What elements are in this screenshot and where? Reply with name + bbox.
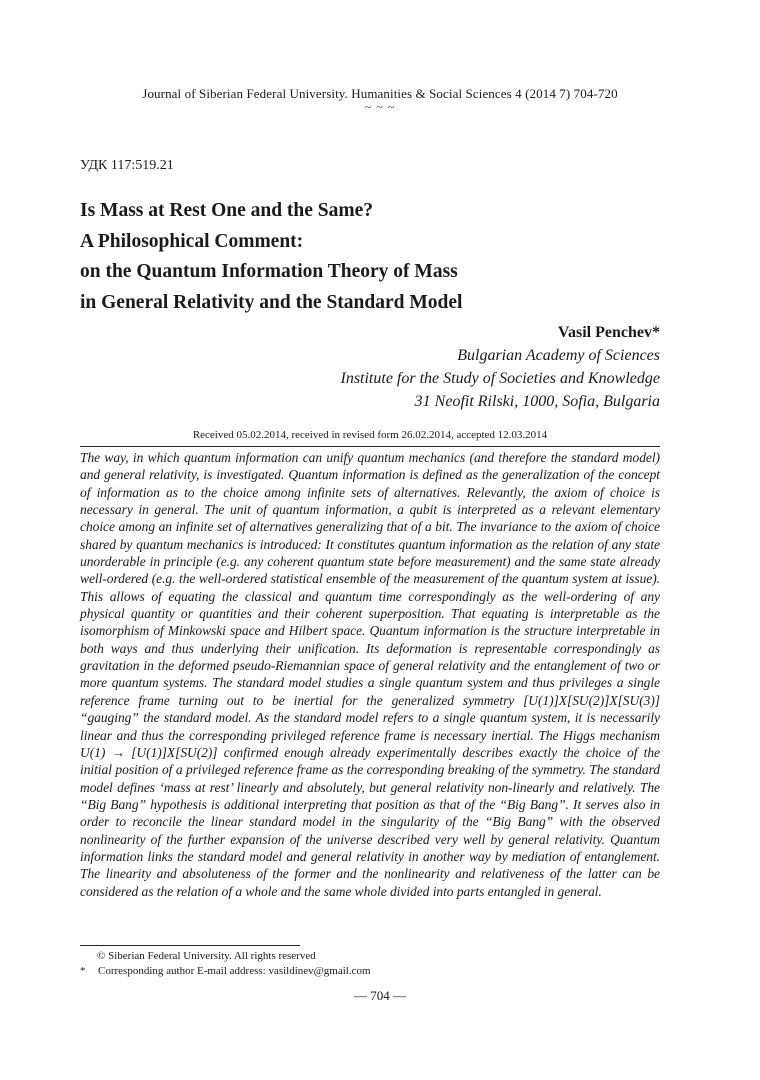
journal-header: Journal of Siberian Federal University. Humanities & Social Sciences 4 (2014 7) 704-720 bbox=[142, 86, 618, 101]
title-line: Is Mass at Rest One and the Same? bbox=[80, 200, 374, 221]
abstract-divider bbox=[80, 446, 660, 447]
corresponding-author-email: Corresponding author E-mail address: vasildinev@gmail.com bbox=[98, 965, 371, 977]
udc-code: УДК 117:519.21 bbox=[80, 158, 174, 173]
header-ornament: ~ ~ ~ bbox=[364, 100, 396, 114]
footnote-marker: * bbox=[80, 965, 86, 977]
abstract-text: The way, in which quantum information can unify quantum mechanics (and therefore the standard model) and general relativity, is investigated. Quantum information is defined as the generalization of the concept of information as to the choice among infinite sets of alternatives. Relevantly, the axiom of choice is necessary in general. The unit of quantum information, a qubit is interpreted as a relevant elementary choice among an infinite set of alternatives generalizing that of a bit. The invariance to the axiom of choice shared by quantum mechanics is introduced: It constitutes quantum information as the relation of any state unorderable in principle (e.g. any coherent quantum state before measurement) and the same state already well-ordered (e.g. the well-ordered statistical ensemble of the measurement of the quantum system at issue). This allows of equating the classical and quantum time correspondingly as the well-ordering of any physical quantity or quantities and their coherent superposition. That equating is interpretable as the isomorphism of Minkowski space and Hilbert space. Quantum information is the structure interpretable in both ways and thus underlying their unification. Its deformation is representable correspondingly as gravitation in the deformed pseudo-Riemannian space of general relativity and the entanglement of two or more quantum systems. The standard model studies a single quantum system and thus privileges a single reference frame turning out to be inertial for the generalized symmetry [U(1)]X[SU(2)]X[SU(3)] “gauging” the standard model. As the standard model refers to a single quantum system, it is necessarily linear and thus the corresponding privileged reference frame is necessary inertial. The Higgs mechanism U(1) → [U(1)]X[SU(2)] confirmed enough already experimentally describes exactly the choice of the initial position of a privileged reference frame as the corresponding breaking of the symmetry. The standard model defines ‘mass at rest’ linearly and absolutely, but general relativity non-linearly and relatively. The “Big Bang” hypothesis is additional interpreting that position as that of the “Big Bang”. It serves also in order to reconcile the linear standard model in the singularity of the “Big Bang” with the observed nonlinearity of the further expansion of the universe described very well by general relativity. Quantum information links the standard model and general relativity in another way by mediation of entanglement. The linearity and absoluteness of the former and the nonlinearity and relativeness of the latter can be considered as the relation of a whole and the same whole divided into parts entangled in general. bbox=[80, 450, 660, 899]
affiliation-line: 31 Neofit Rilski, 1000, Sofia, Bulgaria bbox=[414, 393, 660, 410]
affiliation-line: Institute for the Study of Societies and Knowledge bbox=[340, 370, 660, 387]
title-line: A Philosophical Comment: bbox=[80, 230, 304, 252]
corresponding-author-note bbox=[80, 965, 371, 977]
title-line: on the Quantum Information Theory of Mass bbox=[80, 261, 458, 282]
author-block bbox=[340, 322, 660, 413]
title-line: in General Relativity and the Standard Model bbox=[80, 291, 463, 313]
page-number: — 704 — bbox=[354, 988, 406, 1003]
author-name: Vasil Penchev* bbox=[557, 324, 660, 341]
article-title bbox=[80, 196, 680, 318]
received-dates: Received 05.02.2014, received in revised form 26.02.2014, accepted 12.03.2014 bbox=[192, 429, 548, 441]
affiliation-line: Bulgarian Academy of Sciences bbox=[457, 347, 660, 364]
copyright-notice: © Siberian Federal University. All rights reserved bbox=[97, 950, 316, 962]
footnote-divider bbox=[80, 945, 300, 946]
